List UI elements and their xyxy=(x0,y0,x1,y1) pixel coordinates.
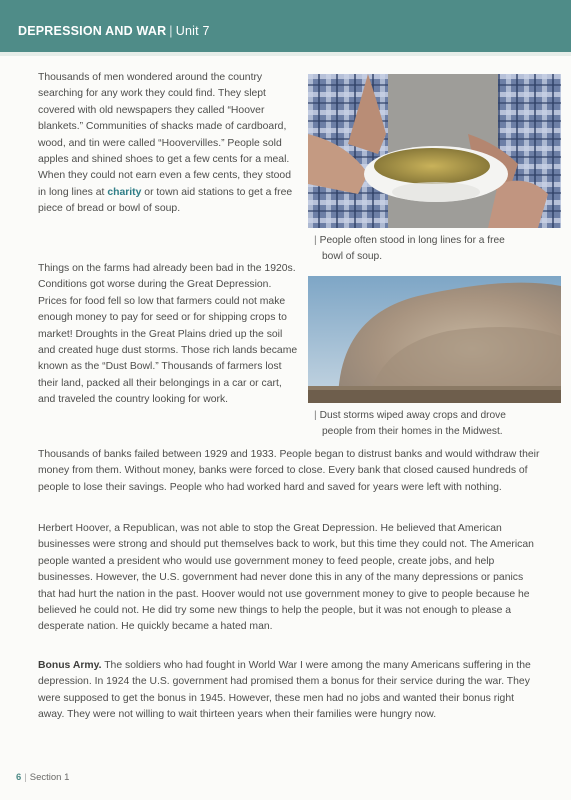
dust-storm-photo xyxy=(308,276,561,403)
vocab-word-charity[interactable]: charity xyxy=(107,186,142,198)
unit-number: Unit 7 xyxy=(175,24,210,38)
section-label: Section 1 xyxy=(29,772,70,783)
footer-separator: | xyxy=(24,772,27,783)
paragraph-hoovervilles xyxy=(38,70,300,218)
paragraph-dust-bowl xyxy=(38,261,300,409)
paragraph-herbert-hoover xyxy=(38,521,543,636)
unit-title: DEPRESSION AND WAR xyxy=(18,24,167,38)
caption-text: Dust storms wiped away crops and drove xyxy=(319,410,506,421)
dust-storm-caption xyxy=(314,408,554,440)
unit-header xyxy=(18,24,210,38)
soup-photo-caption xyxy=(314,233,554,265)
paragraph-text: Thousands of men wondered around the country searching for any work they could find. They slept covered with old newspapers they called “Hoover blankets.” Communities of shacks made of cardboard, wood, and tin were called “Hoovervilles.” People sold apples and shined shoes to get a few cents for a meal. When they could not earn even a few cents, they stood in long lines at xyxy=(38,72,291,198)
paragraph-bonus-army xyxy=(38,658,543,724)
soup-bowl-image xyxy=(308,74,561,228)
paragraph-text: or town aid stations to get a free piece of bread or bowl of soup. xyxy=(38,186,293,215)
caption-text: people from their homes in the Midwest. xyxy=(322,426,503,437)
paragraph-text: Thousands of banks failed between 1929 and 1933. People began to distrust banks and would withdraw their money from them. Without money, banks were forced to close. Every bank that closed caused hundreds of people to lose their savings. People who had worked hard and saved for years were left with nothing. xyxy=(38,449,540,493)
soup-bowl-photo xyxy=(308,74,561,228)
page-number: 6 xyxy=(16,772,22,783)
header-separator: | xyxy=(169,24,173,38)
bonus-army-heading: Bonus Army. xyxy=(38,660,102,671)
paragraph-text: Things on the farms had already been bad in the 1920s. Conditions got worse during the Great Depression. Prices for food fell so low that farmers could not make enough money to pay for seed or for shipping crops to market! Droughts in the Great Plains dried up the soil and created huge dust storms. Those rich lands became known as the “Dust Bowl.” Thousands of farmers lost their land, packed all their belongings in a car or cart, and traveled the country looking for work. xyxy=(38,263,298,406)
caption-bar: | xyxy=(314,410,317,421)
caption-text: bowl of soup. xyxy=(322,251,383,262)
dust-storm-image xyxy=(308,276,561,403)
caption-text: People often stood in long lines for a free xyxy=(319,235,505,246)
unit-header-bar xyxy=(0,0,571,56)
caption-bar: | xyxy=(314,235,317,246)
paragraph-text: Herbert Hoover, a Republican, was not able to stop the Great Depression. He believed that American businesses were strong and should put themselves back to work, but this time they could not. The American people wanted a president who would use government money to feed people, create jobs, and help businesses. However, the U.S. government had never done this in any of the many depressions or panics that had hurt the nation in the past. Hoover would not use government money to give to people because he believed he could not. He did try some new things to help the people, but it was not enough to please a desperate nation. He quickly became a hated man. xyxy=(38,523,534,633)
paragraph-bank-failures xyxy=(38,447,543,496)
paragraph-text: The soldiers who had fought in World War I were among the many Americans suffering in the depression. In 1924 the U.S. government had promised them a bonus for their service during the war. They were supposed to get the bonus in 1945. However, these men had no jobs and wanted their bonus right away. They were not willing to wait thirteen years when their families were hungry now. xyxy=(38,660,531,721)
page-footer xyxy=(16,772,69,783)
